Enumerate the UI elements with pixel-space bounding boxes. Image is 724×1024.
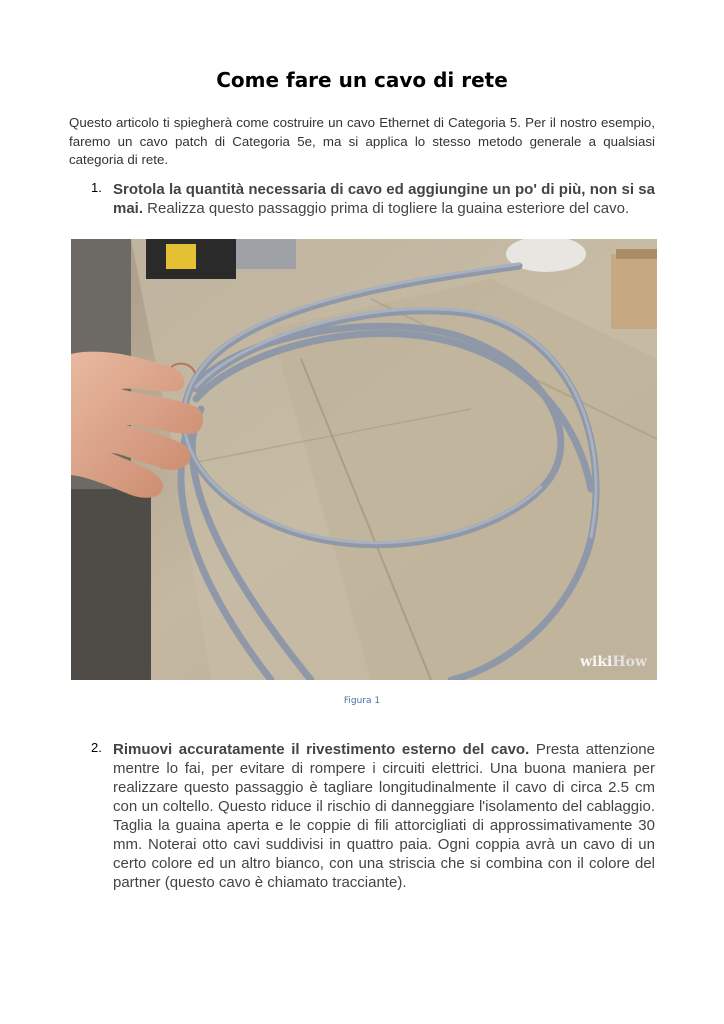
step-1-body: Realizza questo passaggio prima di togliere la guaina esteriore del cavo. xyxy=(143,200,630,217)
cable-photo-illustration xyxy=(71,239,657,680)
step-2-number: 2. xyxy=(91,740,102,755)
step-1-number: 1. xyxy=(91,180,102,195)
step-2-text xyxy=(113,740,655,892)
wood-block xyxy=(611,254,657,329)
step-1-text xyxy=(113,180,655,218)
figure-caption: Figura 1 xyxy=(343,696,381,706)
wikihow-watermark xyxy=(580,654,647,670)
watermark-how: How xyxy=(612,654,647,670)
step-2-heading: Rimuovi accuratamente il rivestimento esterno del cavo. xyxy=(113,741,530,758)
page-title: Come fare un cavo di rete xyxy=(216,68,508,92)
figure-1-photo xyxy=(71,239,657,680)
step-1-heading: Srotola la quantità necessaria di cavo ed aggiungine un po' di più, non si sa mai. xyxy=(113,181,655,217)
intro-paragraph: Questo articolo ti spiegherà come costruire un cavo Ethernet di Categoria 5. Per il nostro esempio, faremo un cavo patch di Categoria 5e, ma si applica lo stesso metodo generale a qualsiasi categoria di rete. xyxy=(69,115,655,167)
watermark-wiki: wiki xyxy=(579,654,613,670)
step-2-body: Presta attenzione mentre lo fai, per evitare di rompere i circuiti elettrici. Una buona maniera per realizzare questo passaggio è tagliare longitudinalmente il cavo di circa 2.5 cm con un coltello. Questo riduce il rischio di danneggiare l'isolamento del cablaggio. Taglia la guaina aperta e le coppie di fili attorcigliati di approssimativamente 30 mm. Noterai otto cavi suddivisi in quattro paia. Ogni coppia avrà un cavo di un certo colore ed un altro bianco, con una striscia che si combina con il colore del partner (questo cavo è chiamato tracciante). xyxy=(113,741,655,891)
